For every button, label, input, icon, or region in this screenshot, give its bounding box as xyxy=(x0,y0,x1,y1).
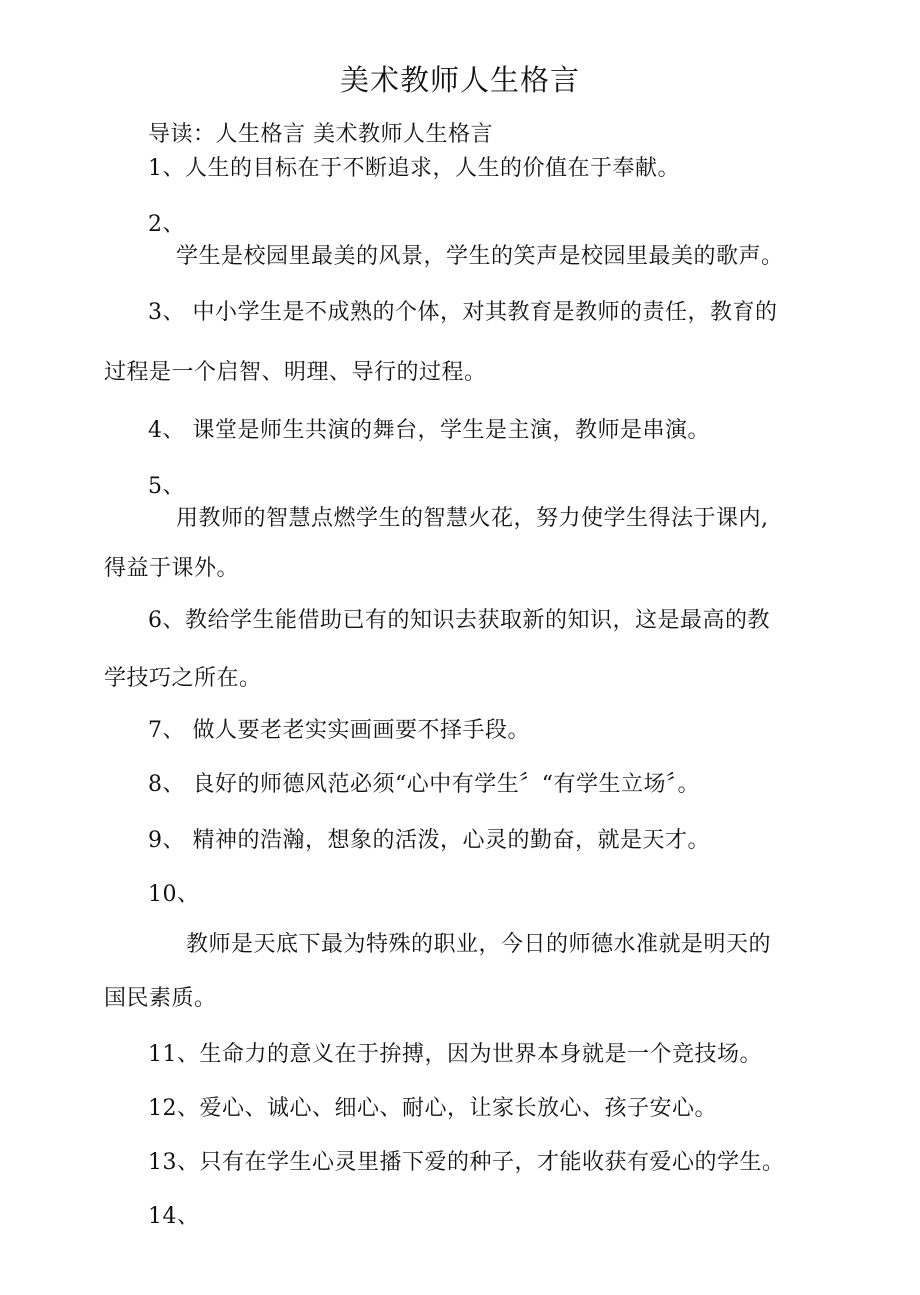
text-line: 8、 良好的师德风范必须“心中有学生〞“有学生立场〞。 xyxy=(148,772,700,797)
text-line: 7、 做人要老老实实画画要不择手段。 xyxy=(148,718,530,743)
text-line: 4、 课堂是师生共演的舞台，学生是主演，教师是串演。 xyxy=(148,418,710,443)
text-line: 1、人生的目标在于不断追求，人生的价值在于奉献。 xyxy=(148,156,680,181)
text-line: 3、 中小学生是不成熟的个体，对其教育是教师的责任，教育的 xyxy=(148,300,778,325)
text-line: 得益于课外。 xyxy=(104,556,240,581)
text-line: 教师是天底下最为特殊的职业，今日的师德水准就是明天的 xyxy=(186,932,772,957)
text-line: 12、爱心、诚心、细心、耐心，让家长放心、孩子安心。 xyxy=(148,1096,717,1121)
text-line: 2、 xyxy=(148,212,185,237)
page-title: 美术教师人生格言 xyxy=(340,63,581,97)
text-line: 学生是校园里最美的风景，学生的笑声是校园里最美的歌声。 xyxy=(176,244,784,269)
text-line: 10、 xyxy=(148,882,200,907)
text-line: 9、 精神的浩瀚，想象的活泼，心灵的勤奋，就是天才。 xyxy=(148,828,710,853)
text-line: 6、教给学生能借助已有的知识去获取新的知识，这是最高的教 xyxy=(148,608,770,633)
text-line: 11、生命力的意义在于拚搏，因为世界本身就是一个竞技场。 xyxy=(148,1042,762,1067)
text-line: 13、只有在学生心灵里播下爱的种子，才能收获有爱心的学生。 xyxy=(148,1150,785,1175)
text-line: 国民素质。 xyxy=(104,986,217,1011)
text-line: 5、 xyxy=(148,474,185,499)
text-line: 14、 xyxy=(148,1204,200,1229)
text-line: 学技巧之所在。 xyxy=(104,666,262,691)
text-line: 用教师的智慧点燃学生的智慧火花，努力使学生得法于课内, xyxy=(176,506,769,531)
intro-line: 导读：人生格言 美术教师人生格言 xyxy=(148,122,493,147)
text-line: 过程是一个启智、明理、导行的过程。 xyxy=(104,360,487,385)
